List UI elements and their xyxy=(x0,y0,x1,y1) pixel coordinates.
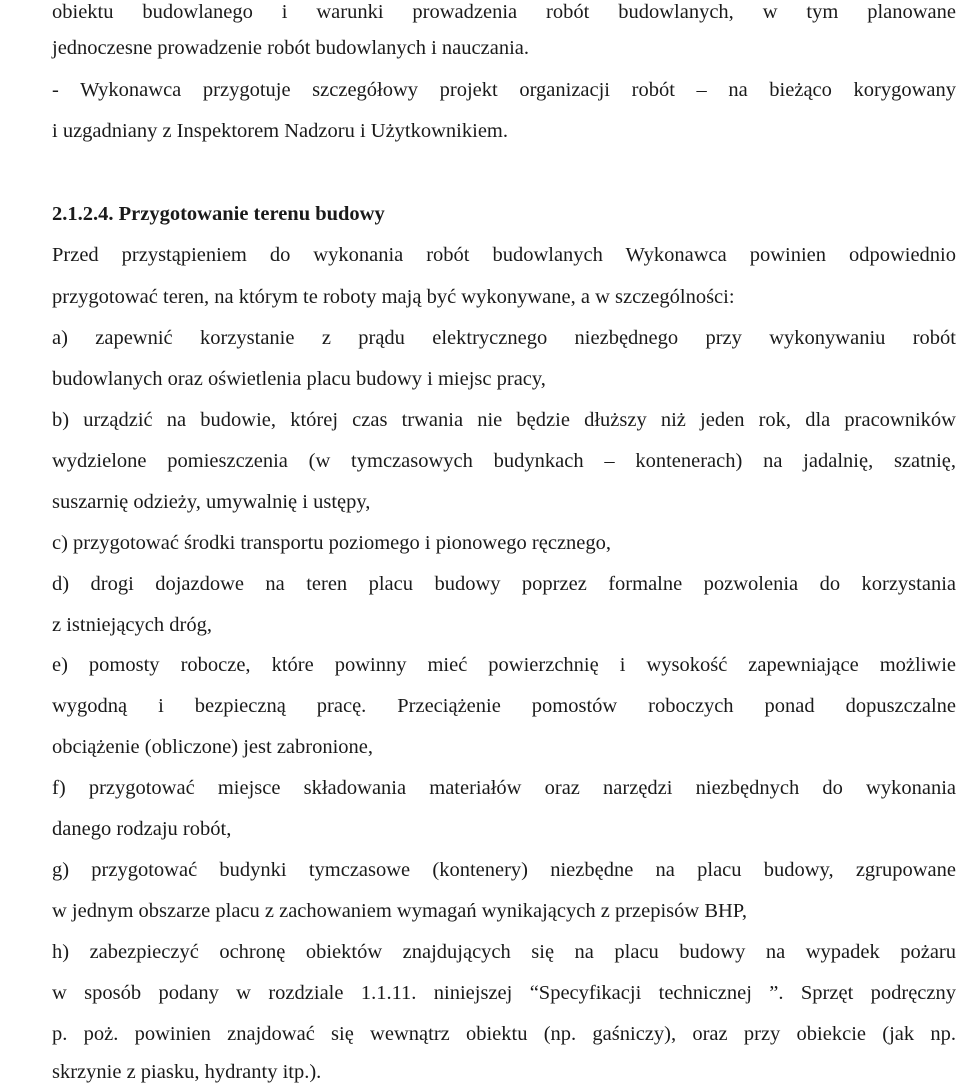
text-line: z istniejących dróg, xyxy=(52,614,212,636)
list-item-line: g) przygotować budynki tymczasowe (kontenery) niezbędne na placu budowy, zgrupowane xyxy=(52,859,956,881)
text-line: obiektu budowlanego i warunki prowadzenia robót budowlanych, w tym planowane xyxy=(52,1,956,23)
text-line: Przed przystąpieniem do wykonania robót budowlanych Wykonawca powinien odpowiednio xyxy=(52,244,956,266)
text-line: wydzielone pomieszczenia (w tymczasowych budynkach – kontenerach) na jadalnię, szatnię, xyxy=(52,450,956,472)
text-line: skrzynie z piasku, hydranty itp.). xyxy=(52,1061,322,1083)
text-line: suszarnię odzieży, umywalnię i ustępy, xyxy=(52,491,371,513)
text-line: przygotować teren, na którym te roboty mają być wykonywane, a w szczególności: xyxy=(52,286,735,308)
text-line: danego rodzaju robót, xyxy=(52,818,232,840)
list-item-line: e) pomosty robocze, które powinny mieć powierzchnię i wysokość zapewniające możliwie xyxy=(52,654,956,676)
list-item-line: c) przygotować środki transportu poziomego i pionowego ręcznego, xyxy=(52,532,612,554)
text-line: i uzgadniany z Inspektorem Nadzoru i Użytkownikiem. xyxy=(52,120,508,142)
list-item-line: d) drogi dojazdowe na teren placu budowy poprzez formalne pozwolenia do korzystania xyxy=(52,573,956,595)
text-line: jednoczesne prowadzenie robót budowlanych i nauczania. xyxy=(52,37,529,59)
list-item-line: b) urządzić na budowie, której czas trwania nie będzie dłuższy niż jeden rok, dla pracowników xyxy=(52,409,956,431)
text-line: p. poż. powinien znajdować się wewnątrz obiektu (np. gaśniczy), oraz przy obiekcie (jak np. xyxy=(52,1023,956,1045)
list-item-line: h) zabezpieczyć ochronę obiektów znajdujących się na placu budowy na wypadek pożaru xyxy=(52,941,956,963)
list-item-line: a) zapewnić korzystanie z prądu elektrycznego niezbędnego przy wykonywaniu robót xyxy=(52,327,956,349)
text-line: obciążenie (obliczone) jest zabronione, xyxy=(52,736,374,758)
text-line: - Wykonawca przygotuje szczegółowy projekt organizacji robót – na bieżąco korygowany xyxy=(52,79,956,101)
text-line: wygodną i bezpieczną pracę. Przeciążenie pomostów roboczych ponad dopuszczalne xyxy=(52,695,956,717)
text-line: w jednym obszarze placu z zachowaniem wymagań wynikających z przepisów BHP, xyxy=(52,900,748,922)
list-item-line: f) przygotować miejsce składowania materiałów oraz narzędzi niezbędnych do wykonania xyxy=(52,777,956,799)
section-heading: 2.1.2.4. Przygotowanie terenu budowy xyxy=(52,203,385,225)
text-line: budowlanych oraz oświetlenia placu budowy i miejsc pracy, xyxy=(52,368,546,390)
text-line: w sposób podany w rozdziale 1.1.11. niniejszej “Specyfikacji technicznej ”. Sprzęt podręczny xyxy=(52,982,956,1004)
